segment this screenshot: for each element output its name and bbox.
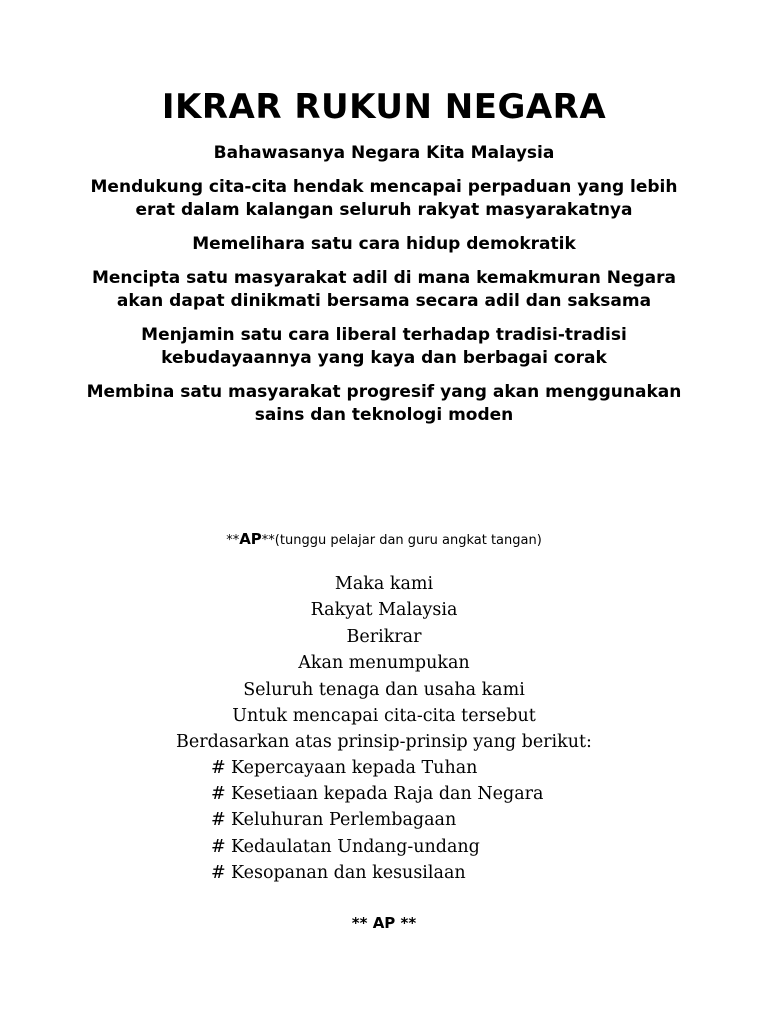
principle-paragraph: Mendukung cita-cita hendak mencapai perpaduan yang lebih erat dalam kalangan seluruh rakyat masyarakatnya xyxy=(90,177,678,220)
list-item-text: Kesopanan dan kesusilaan xyxy=(231,862,466,883)
list-item xyxy=(211,807,631,833)
principle-paragraph: Menjamin satu cara liberal terhadap tradisi-tradisi kebudayaannya yang kaya dan berbagai corak xyxy=(141,325,627,368)
principle-paragraph: Mencipta satu masyarakat adil di mana kemakmuran Negara akan dapat dinikmati bersama secara adil dan saksama xyxy=(91,268,677,311)
list-item xyxy=(211,781,631,807)
ap-note-prefix: ** xyxy=(226,533,240,548)
principle-paragraph: Membina satu masyarakat progresif yang akan menggunakan sains dan teknologi moden xyxy=(86,382,682,425)
principle-paragraph: Memelihara satu cara hidup demokratik xyxy=(192,234,576,254)
list-item-text: Kesetiaan kepada Raja dan Negara xyxy=(231,784,544,805)
list-item xyxy=(211,860,631,886)
hash-marker: # xyxy=(211,758,226,778)
ap-note-suffix: ** xyxy=(261,533,275,548)
document-title: IKRAR RUKUN NEGARA xyxy=(161,87,607,127)
list-item-text: Kedaulatan Undang-undang xyxy=(231,836,480,857)
principles-section xyxy=(84,142,684,438)
pledge-principles-list xyxy=(211,755,631,886)
hash-marker: # xyxy=(211,784,226,805)
pledge-line: Berdasarkan atas prinsip-prinsip yang berikut: xyxy=(176,732,592,753)
hash-marker: # xyxy=(211,862,226,883)
footer-ap-marker: ** AP ** xyxy=(351,914,417,932)
ap-note-instruction: (tunggu pelajar dan guru angkat tangan) xyxy=(274,533,542,548)
pledge-line: Seluruh tenaga dan usaha kami xyxy=(243,679,525,700)
list-item xyxy=(211,755,631,781)
pledge-line: Berikrar xyxy=(346,626,422,647)
hash-marker: # xyxy=(211,810,226,831)
hash-marker: # xyxy=(211,836,226,857)
pledge-line: Maka kami xyxy=(334,574,434,594)
pledge-section xyxy=(0,571,768,756)
list-item-text: Keluhuran Perlembagaan xyxy=(231,810,457,831)
list-item-text: Kepercayaan kepada Tuhan xyxy=(231,758,478,778)
principle-paragraph: Bahawasanya Negara Kita Malaysia xyxy=(213,143,555,163)
pledge-line: Rakyat Malaysia xyxy=(310,600,458,621)
list-item xyxy=(211,834,631,860)
pledge-line: Akan menumpukan xyxy=(298,653,470,674)
pledge-line: Untuk mencapai cita-cita tersebut xyxy=(232,706,536,727)
ap-note-label: AP xyxy=(239,530,262,548)
ap-instruction-note xyxy=(0,529,768,551)
